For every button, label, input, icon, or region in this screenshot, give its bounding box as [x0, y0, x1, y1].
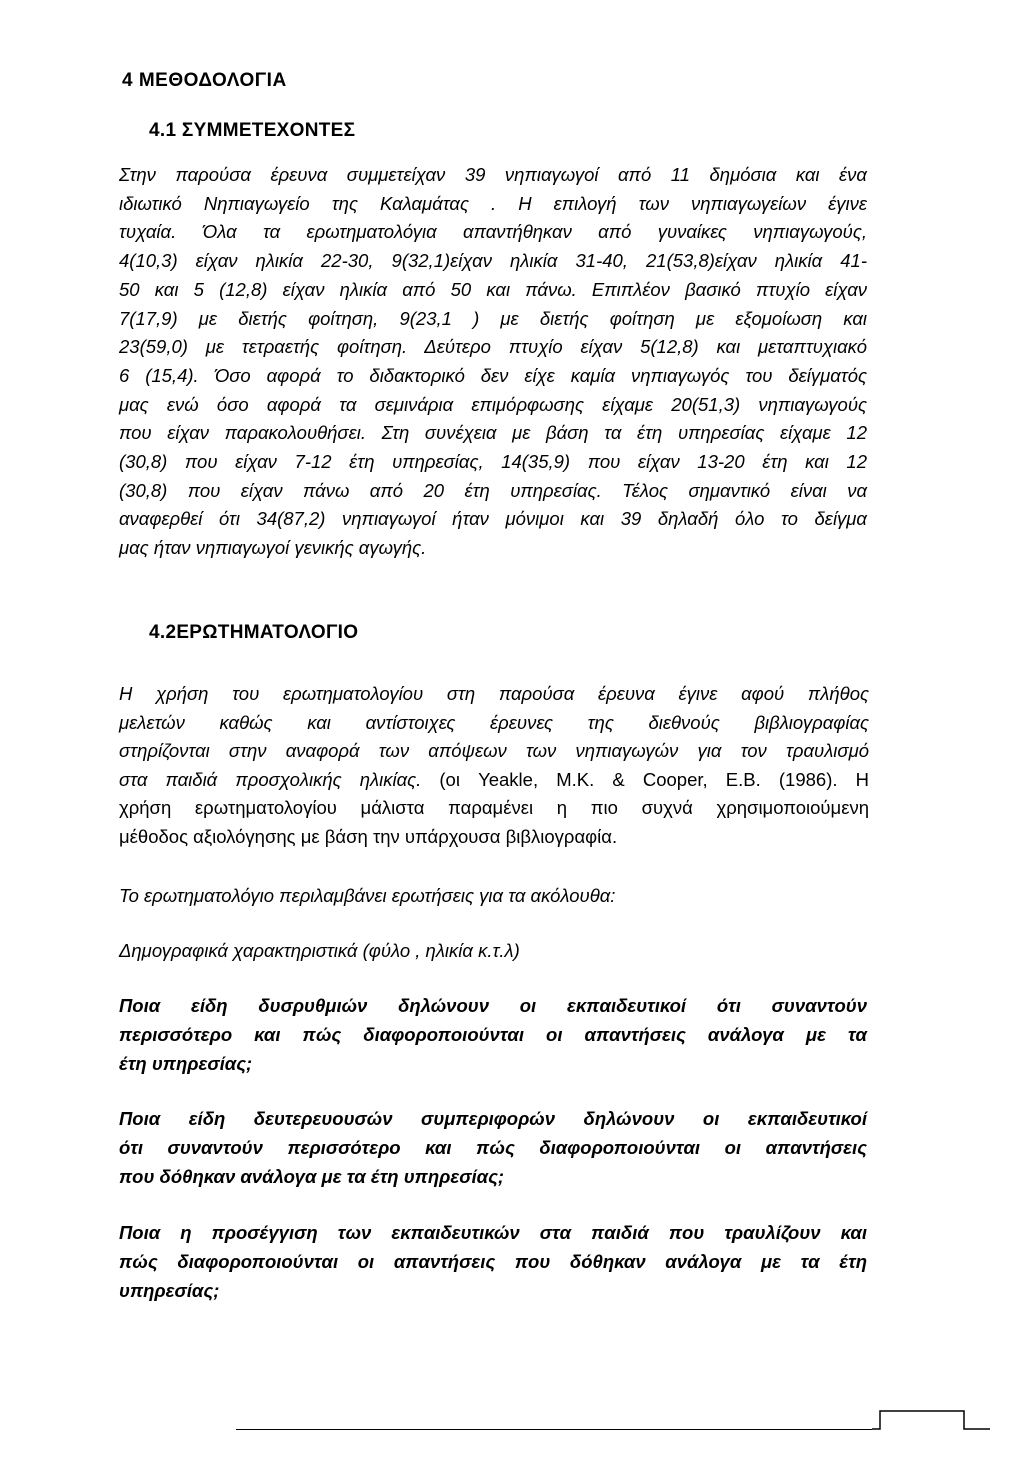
page-corner-shape [872, 1410, 992, 1434]
section-heading: 4 ΜΕΘΟΔΟΛΟΓΙΑ [122, 70, 287, 91]
paragraph-line [119, 766, 869, 795]
paragraph-line: 50 και 5 (12,8) είχαν ηλικία από 50 και πάνω. Επιπλέον βασικό πτυχίο είχαν [119, 278, 867, 300]
paragraph-line: ιδιωτικό Νηπιαγωγείο της Καλαμάτας . Η επιλογή των νηπιαγωγείων έγινε [119, 192, 867, 214]
question-line: Ποια είδη δυσρυθμιών δηλώνουν οι εκπαιδευτικοί ότι συναντούν [119, 995, 867, 1016]
paragraph-line: μας ήταν νηπιαγωγοί γενικής αγωγής. [119, 537, 427, 559]
question-line: που δόθηκαν ανάλογα με τα έτη υπηρεσίας; [119, 1166, 505, 1187]
question-item [119, 1218, 867, 1305]
normal-text: χρήση ερωτηματολογίου μάλιστα παραμένει η πιο συχνά χρησιμοποιούμενη [119, 797, 869, 819]
paragraph-line: (30,8) που είχαν 7-12 έτη υπηρεσίας, 14(35,9) που είχαν 13-20 έτη και 12 [119, 451, 867, 473]
citation-text: (οι Yeakle, M.K. & Cooper, E.B. (1986). Η [421, 768, 869, 790]
paragraph-line: που είχαν παρακολουθήσει. Στη συνέχεια με βάση τα έτη υπηρεσίας είχαμε 12 [119, 422, 867, 444]
participants-heading: 4.1 ΣΥΜΜΕΤΕΧΟΝΤΕΣ [149, 120, 356, 141]
question-line: περισσότερο και πώς διαφοροποιούνται οι απαντήσεις ανάλογα με τα [119, 1024, 867, 1045]
paragraph-line: (30,8) που είχαν πάνω από 20 έτη υπηρεσίας. Τέλος σημαντικό είναι να [119, 479, 867, 501]
paragraph-line: μας ενώ όσο αφορά τα σεμινάρια επιμόρφωσης είχαμε 20(51,3) νηπιαγωγούς [119, 393, 867, 415]
question-item [119, 991, 867, 1078]
question-item [119, 1104, 867, 1191]
question-line: Ποια η προσέγγιση των εκπαιδευτικών στα παιδιά που τραυλίζουν και [119, 1222, 867, 1243]
italic-text: στα παιδιά προσχολικής ηλικίας. [119, 768, 422, 790]
paragraph-line: Στην παρούσα έρευνα συμμετείχαν 39 νηπιαγωγοί από 11 δημόσια και ένα [119, 164, 867, 185]
participants-paragraph [119, 161, 867, 563]
question-line: υπηρεσίας; [119, 1280, 220, 1301]
paragraph-line: 7(17,9) με διετής φοίτηση, 9(23,1 ) με διετής φοίτηση με εξομοίωση και [119, 307, 867, 329]
question-line: πώς διαφοροποιούνται οι απαντήσεις που δόθηκαν ανάλογα με τα έτη [119, 1251, 867, 1272]
normal-text: μέθοδος αξιολόγησης με βάση την υπάρχουσα βιβλιογραφία. [119, 825, 618, 847]
paragraph-line: 6 (15,4). Όσο αφορά το διδακτορικό δεν είχε καμία νηπιαγωγός του δείγματός [119, 364, 867, 386]
paragraph-line: 4(10,3) είχαν ηλικία 22-30, 9(32,1)είχαν ηλικία 31-40, 21(53,8)είχαν ηλικία 41- [119, 250, 867, 272]
italic-text: μελετών καθώς και αντίστοιχες έρευνες της διεθνούς βιβλιογραφίας [119, 711, 869, 733]
list-intro: Το ερωτηματολόγιο περιλαμβάνει ερωτήσεις για τα ακόλουθα: [119, 885, 616, 906]
paragraph-line [119, 823, 869, 852]
question-line: έτη υπηρεσίας; [119, 1053, 253, 1074]
paragraph-line: 23(59,0) με τετραετής φοίτηση. Δεύτερο πτυχίο είχαν 5(12,8) και μεταπτυχιακό [119, 336, 867, 358]
demographics-item: Δημογραφικά χαρακτηριστικά (φύλο , ηλικία κ.τ.λ) [119, 940, 520, 961]
paragraph-line [119, 794, 869, 823]
italic-text: Η χρήση του ερωτηματολογίου στη παρούσα έρευνα έγινε αφού πλήθος [119, 683, 869, 704]
paragraph-line [119, 737, 869, 766]
questionnaire-heading: 4.2ΕΡΩΤΗΜΑΤΟΛΟΓΙΟ [149, 622, 359, 643]
question-line: Ποια είδη δευτερευουσών συμπεριφορών δηλώνουν οι εκπαιδευτικοί [119, 1108, 867, 1129]
footer-rule [236, 1429, 872, 1430]
paragraph-line [119, 680, 869, 709]
paragraph-line: αναφερθεί ότι 34(87,2) νηπιαγωγοί ήταν μόνιμοι και 39 δηλαδή όλο το δείγμα [119, 508, 867, 530]
paragraph-line [119, 709, 869, 738]
italic-text: στηρίζονται στην αναφορά των απόψεων των νηπιαγωγών για τον τραυλισμό [119, 740, 869, 762]
question-line: ότι συναντούν περισσότερο και πώς διαφοροποιούνται οι απαντήσεις [119, 1137, 867, 1158]
questionnaire-paragraph [119, 680, 869, 852]
paragraph-line: τυχαία. Όλα τα ερωτηματολόγια απαντήθηκαν από γυναίκες νηπιαγωγούς, [119, 221, 867, 243]
